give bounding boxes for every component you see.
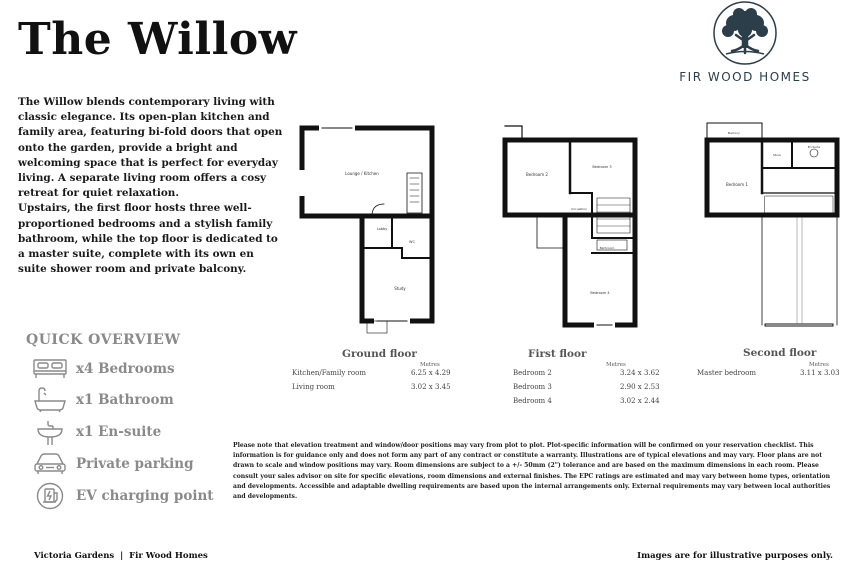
room-dims: 3.02 x 3.45 bbox=[411, 383, 451, 391]
tree-logo-icon bbox=[712, 0, 778, 66]
sink-icon bbox=[30, 417, 70, 447]
ground-label-wc: WC bbox=[409, 240, 415, 244]
room-row bbox=[292, 383, 451, 391]
overview-label: x4 Bedrooms bbox=[76, 361, 175, 377]
first-label-landing: Circulation bbox=[570, 207, 588, 211]
room-dims: 3.02 x 2.44 bbox=[620, 397, 660, 405]
first-label-bath: Bathroom bbox=[599, 246, 615, 250]
second-label-balcony: Balcony bbox=[728, 131, 740, 135]
overview-item-bathroom bbox=[30, 385, 174, 415]
footer-development: Victoria Gardens | Fir Wood Homes bbox=[34, 551, 208, 561]
overview-item-parking bbox=[30, 449, 194, 479]
first-label-b3: Bedroom 3 bbox=[592, 165, 612, 169]
intro-paragraph: The Willow blends contemporary living with classic elegance. Its open-plan kitchen and family area, featuring bi-fold doors that open onto the garden, provide a bright and welcoming space that is perfect for everyday living. A separate living room offers a cosy retreat for quiet relaxation. bbox=[18, 96, 283, 200]
first-label-b2: Bedroom 2 bbox=[526, 172, 548, 177]
footer-note: Images are for illustrative purposes only. bbox=[637, 551, 833, 561]
overview-label: Private parking bbox=[76, 456, 194, 472]
ground-label-kitchen: Lounge / Kitchen bbox=[345, 171, 379, 176]
car-icon bbox=[30, 449, 70, 479]
room-row bbox=[292, 369, 451, 377]
second-label-store: Store bbox=[773, 153, 781, 157]
overview-item-ensuite bbox=[30, 417, 161, 447]
ground-floor-title: Ground floor bbox=[342, 348, 417, 360]
metres-label: Metres bbox=[809, 362, 829, 368]
room-name: Bedroom 3 bbox=[513, 383, 552, 391]
brand-logo bbox=[660, 0, 830, 84]
second-floor-title: Second floor bbox=[743, 347, 817, 359]
room-name: Kitchen/Family room bbox=[292, 369, 366, 377]
first-label-b4: Bedroom 4 bbox=[590, 291, 610, 295]
intro-text bbox=[18, 95, 286, 277]
room-row bbox=[513, 383, 660, 391]
overview-item-bedrooms bbox=[30, 354, 175, 384]
room-dims: 3.24 x 3.62 bbox=[620, 369, 660, 377]
first-floor-plan bbox=[505, 126, 635, 325]
floor-plans bbox=[292, 118, 842, 338]
room-name: Bedroom 4 bbox=[513, 397, 552, 405]
first-floor-title: First floor bbox=[528, 348, 587, 360]
room-row bbox=[513, 369, 660, 377]
overview-label: EV charging point bbox=[76, 488, 214, 504]
room-row bbox=[513, 397, 660, 405]
room-dims: 6.25 x 4.29 bbox=[411, 369, 451, 377]
room-dims: 3.11 x 3.03 bbox=[800, 369, 840, 377]
page-title: The Willow bbox=[18, 14, 298, 65]
ev-charger-icon bbox=[30, 481, 70, 511]
second-label-ensuite: En Suite bbox=[807, 145, 821, 149]
room-name: Master bedroom bbox=[697, 369, 756, 377]
metres-label: Metres bbox=[420, 362, 440, 368]
room-name: Bedroom 2 bbox=[513, 369, 552, 377]
overview-title: QUICK OVERVIEW bbox=[26, 332, 181, 348]
ground-label-study: Study bbox=[394, 286, 406, 291]
overview-item-ev bbox=[30, 481, 214, 511]
ground-label-lobby: Lobby bbox=[376, 227, 388, 231]
ground-floor-plan bbox=[302, 128, 432, 333]
second-label-b1: Bedroom 1 bbox=[726, 182, 748, 187]
second-floor-plan bbox=[707, 123, 837, 326]
overview-label: x1 En-suite bbox=[76, 424, 162, 440]
room-dims: 2.90 x 2.53 bbox=[620, 383, 660, 391]
bath-icon bbox=[30, 385, 70, 415]
overview-label: x1 Bathroom bbox=[76, 392, 174, 408]
metres-label: Metres bbox=[606, 362, 626, 368]
room-row bbox=[697, 369, 840, 377]
intro-paragraph: Upstairs, the first floor hosts three well-proportioned bedrooms and a stylish family bathroom, while the top floor is dedicated to a master suite, complete with its own en suite shower room and private balcony. bbox=[18, 202, 278, 276]
brand-name: FIR WOOD HOMES bbox=[679, 70, 811, 84]
bed-icon bbox=[30, 354, 70, 384]
disclaimer-text: Please note that elevation treatment and window/door positions may vary from plot to plot. Plot-specific information will be confirmed on your reservation checklist. This information is for guidance only and does not form any part of any contract or constitute a warranty. Illustrations are of typical elevations and may vary. Floor plans are not drawn to scale and window positions may vary. Room dimensions are subject to a +/- 50mm (2") tolerance and are based on the maximum dimensions in each room. Please consult your sales advisor on site for specific elevations, room dimensions and external finishes. The EPC ratings are estimated and may vary between home types, orientation and developments. Accessible and adaptable dwelling requirements are based upon the internal arrangements only. External requirements may vary between local authorities and developments. bbox=[233, 442, 831, 501]
room-name: Living room bbox=[292, 383, 335, 391]
